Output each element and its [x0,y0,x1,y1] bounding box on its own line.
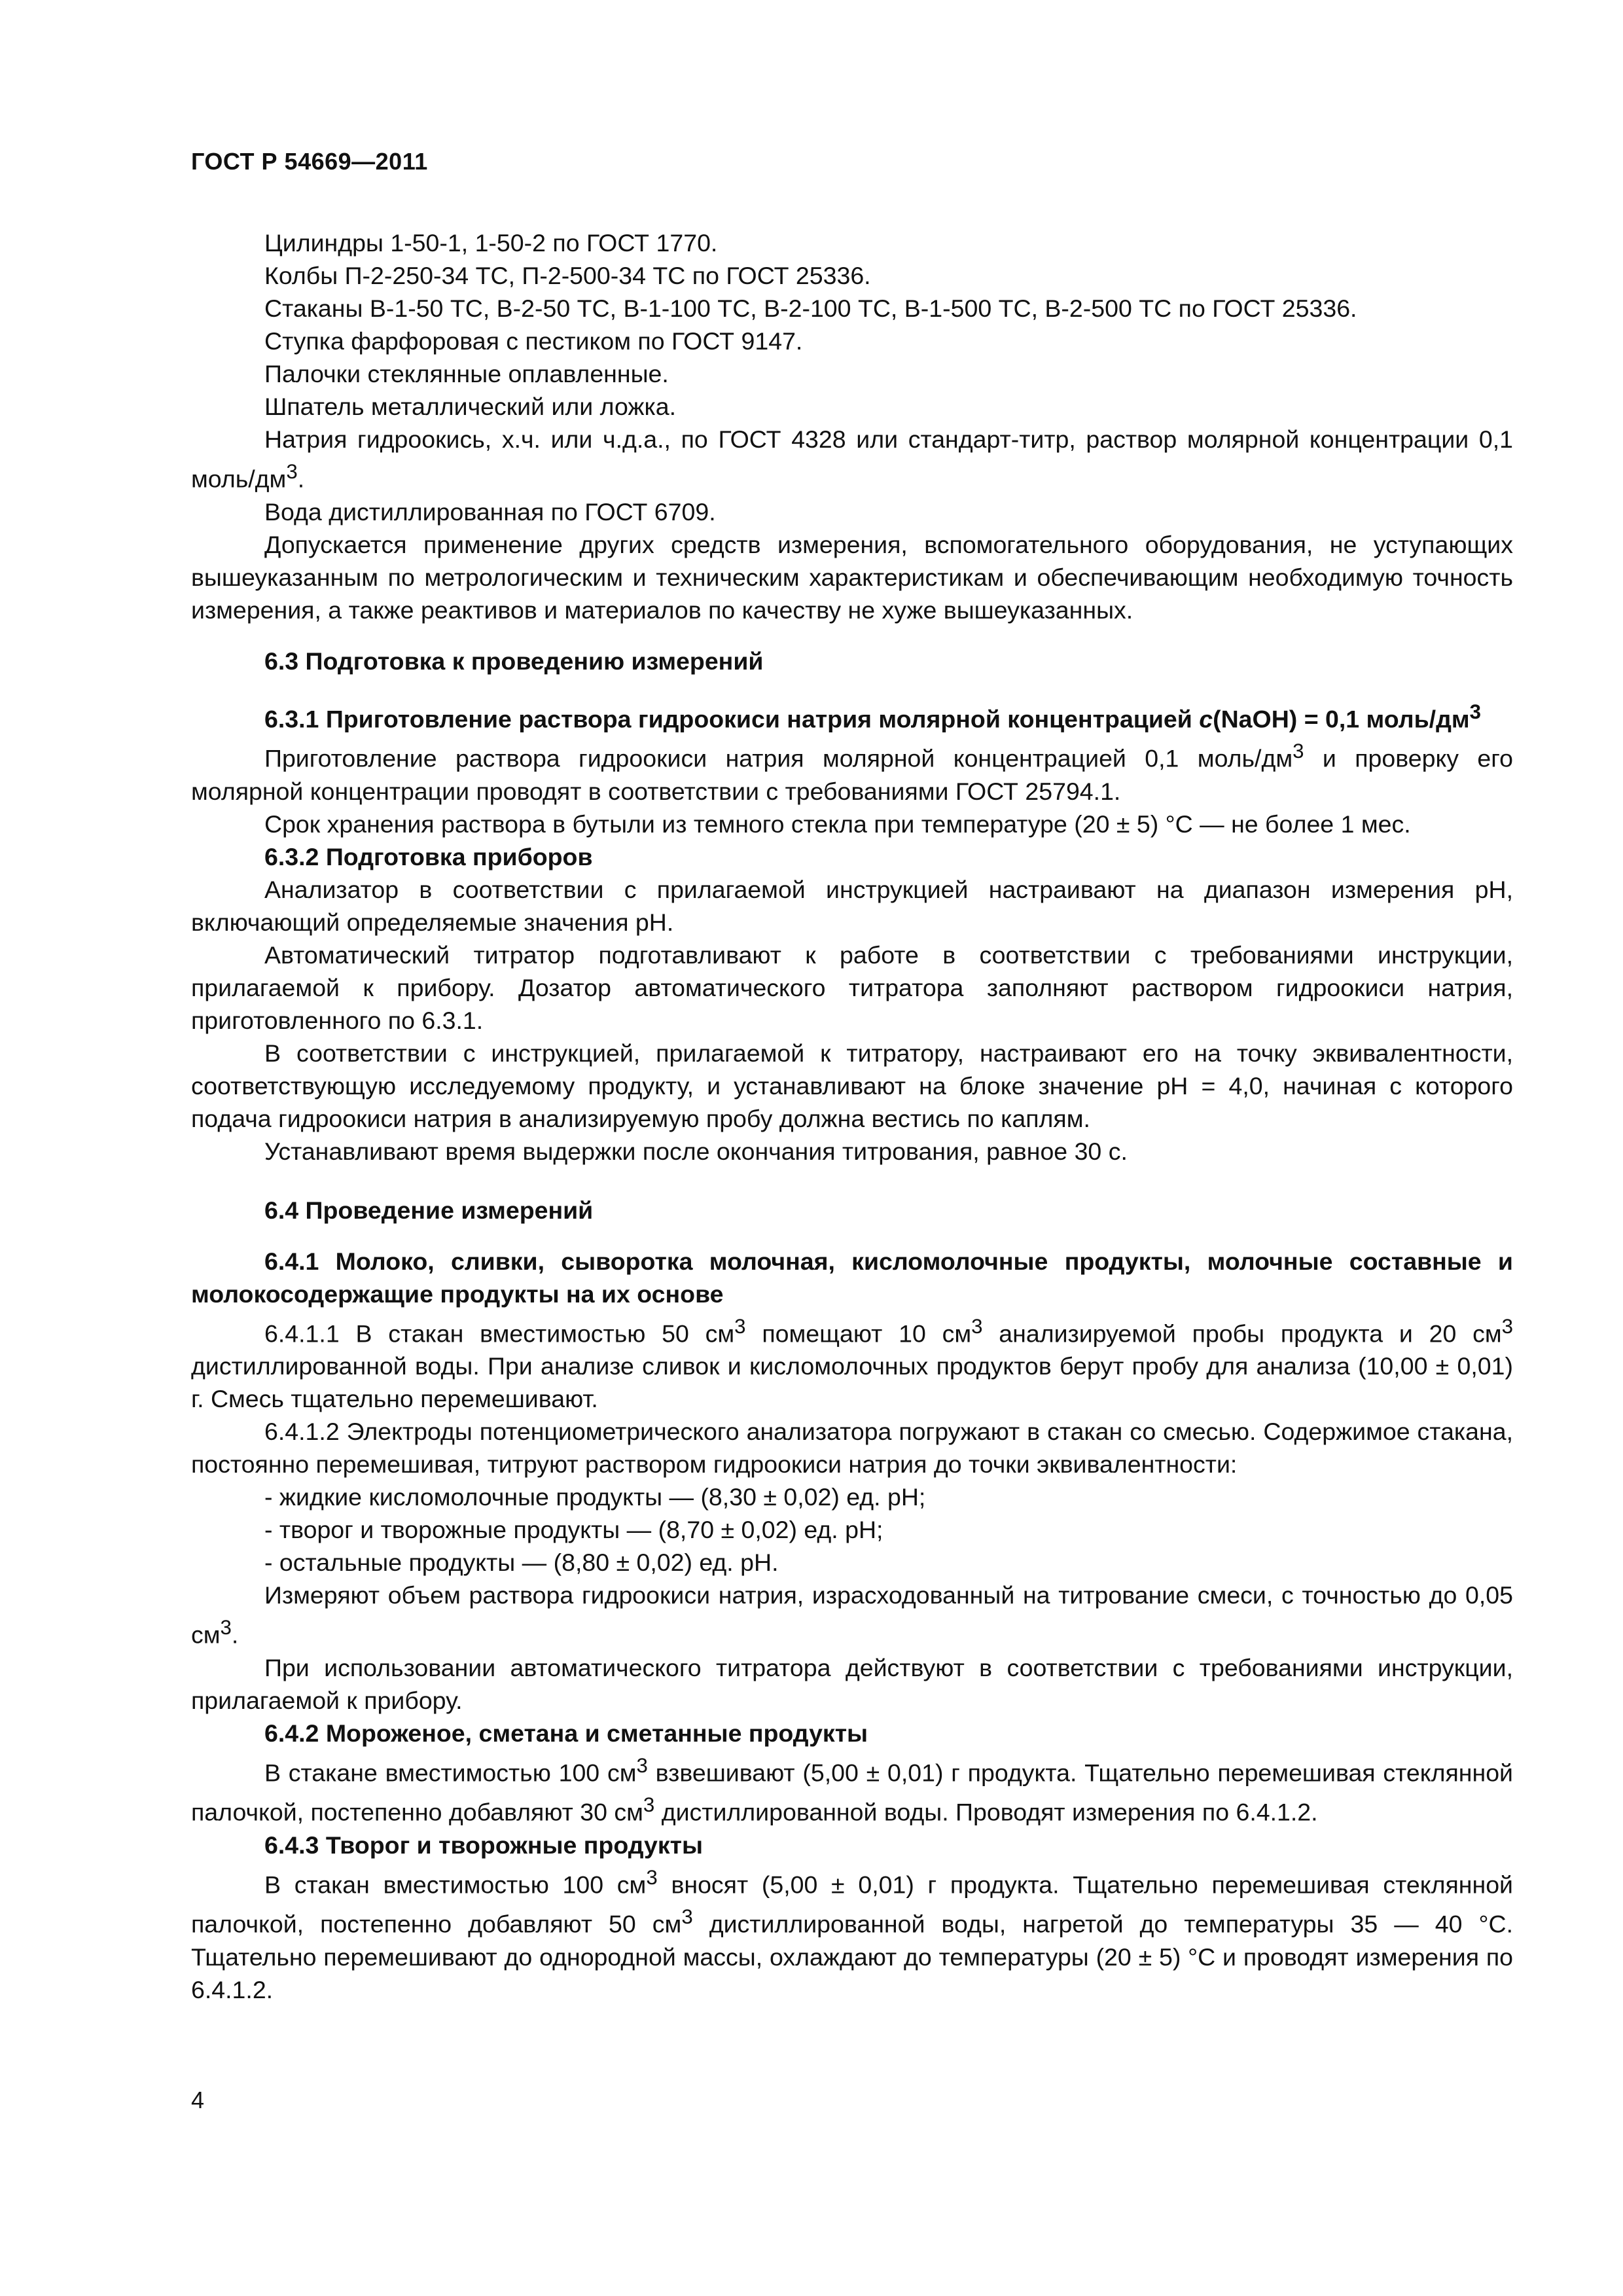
superscript: 3 [1293,740,1304,762]
text-run: дистиллированной воды, нагретой до температуры 35 — 40 °С. Тщательно перемешивают до однородной массы, охлаждают до температуры (20 ± 5) °С и проводят измерения по 6.4.1.2. [191,1910,1513,2003]
text-run: помещают 10 см [745,1319,972,1347]
superscript: 3 [1501,1314,1514,1338]
page-content [191,226,1513,2006]
paragraph: Автоматический титратор подготавливают к работе в соответствии с требованиями инструкции, прилагаемой к прибору. Дозатор автоматического титратора заполняют раствором гидроокиси натрия, приготовленного по 6.3.1. [191,941,1513,1034]
subsection-heading: 6.4.1 Молоко, сливки, сыворотка молочная, кисломолочные продукты, молочные составные и молокосодержащие продукты на их основе [191,1247,1513,1308]
text-run: 6.4.1.1 В стакан вместимостью 50 см [264,1319,735,1347]
superscript: 3 [681,1905,693,1928]
paragraph: Палочки стеклянные оплавленные. [264,360,669,387]
text-run: В стакане вместимостью 100 см [264,1759,637,1786]
list-item: - жидкие кисломолочные продукты — (8,30 ± 0,02) ед. pH; [264,1483,926,1511]
paragraph: Анализатор в соответствии с прилагаемой инструкцией настраивают на диапазон измерения pH, включающий определяемые значения pH. [191,875,1513,936]
text-run: взвешивают (5,00 ± 0,01) г продукта. Тщательно перемешивая стеклянной палочкой, постепенно добавляют 30 см [191,1759,1513,1826]
text-run: 6.3.1 Приготовление раствора гидроокиси натрия молярной концентрацией [264,705,1200,732]
text-run: . [297,465,305,493]
paragraph: Срок хранения раствора в бутыли из темного стекла при температуре (20 ± 5) °С — не более 1 мес. [264,810,1411,838]
page-number: 4 [191,2087,205,2113]
superscript: 3 [646,1865,658,1889]
subsection-heading [191,696,1513,736]
superscript: 3 [971,1314,983,1338]
paragraph [191,423,1513,495]
document-header: ГОСТ Р 54669—2011 [191,148,428,175]
italic-symbol: c [1199,705,1213,732]
superscript: 3 [734,1314,746,1338]
superscript: 3 [1469,700,1482,723]
paragraph: Допускается применение других средств измерения, вспомогательного оборудования, не уступающих вышеуказанным по метрологическим и техническим характеристикам и обеспечивающим необходимую точность измерения, а также реактивов и материалов по качеству не хуже вышеуказанных. [191,530,1513,624]
superscript: 3 [286,460,298,483]
superscript: 3 [636,1753,648,1777]
paragraph: Стаканы В-1-50 ТС, В-2-50 ТС, В-1-100 ТС, В-2-100 ТС, В-1-500 ТС, В-2-500 ТС по ГОСТ 25336. [264,295,1357,322]
paragraph: 6.4.1.2 Электроды потенциометрического анализатора погружают в стакан со смесью. Содержимое стакана, постоянно перемешивая, титруют раствором гидроокиси натрия до точки эквивалентности: [191,1418,1513,1478]
paragraph: Ступка фарфоровая с пестиком по ГОСТ 9147. [264,327,803,355]
text-run: Натрия гидроокись, х.ч. или ч.д.а., по ГОСТ 4328 или стандарт-титр, раствор молярной концентрации 0,1 моль/дм [191,425,1513,493]
paragraph: Колбы П-2-250-34 ТС, П-2-500-34 ТС по ГОСТ 25336. [264,262,871,289]
paragraph [191,1579,1513,1651]
list-item: - творог и творожные продукты — (8,70 ± 0,02) ед. pH; [264,1516,883,1543]
subsection-heading: 6.3.2 Подготовка приборов [264,842,593,870]
text-run: В стакан вместимостью 100 см [264,1871,647,1898]
subsection-heading: 6.4.2 Мороженое, сметана и сметанные продукты [264,1719,868,1747]
paragraph: Шпатель металлический или ложка. [264,393,677,420]
text-run: дистиллированной воды. При анализе сливок и кисломолочных продуктов берут пробу для анализа (10,00 ± 0,01) г. Смесь тщательно перемешивают. [191,1352,1513,1412]
text-run: (NaOH) = 0,1 моль/дм [1213,705,1470,732]
text-run: дистиллированной воды. Проводят измерения по 6.4.1.2. [654,1798,1318,1826]
paragraph: Вода дистиллированная по ГОСТ 6709. [264,497,716,526]
paragraph [191,1861,1513,2006]
text-run: Приготовление раствора гидроокиси натрия молярной концентрацией 0,1 моль/дм [264,744,1293,772]
text-run: вносят (5,00 ± 0,01) г продукта. Тщательно перемешивая стеклянной палочкой, постепенно добавляют 50 см [191,1871,1513,1938]
paragraph [191,1310,1513,1416]
text-run: . [231,1621,239,1649]
paragraph [191,735,1513,808]
superscript: 3 [643,1793,655,1816]
text-run: анализируемой пробы продукта и 20 см [982,1319,1502,1347]
text-run: Измеряют объем раствора гидроокиси натрия, израсходованный на титрование смеси, с точностью до 0,05 см [191,1581,1513,1649]
superscript: 3 [220,1616,232,1639]
paragraph: Устанавливают время выдержки после окончания титрования, равное 30 с. [264,1137,1128,1165]
subsection-heading: 6.4.3 Творог и творожные продукты [264,1831,704,1859]
paragraph: Цилиндры 1-50-1, 1-50-2 по ГОСТ 1770. [264,229,718,257]
section-heading: 6.3 Подготовка к проведению измерений [264,647,764,675]
paragraph: При использовании автоматического титратора действуют в соответствии с требованиями инструкции, прилагаемой к прибору. [191,1653,1513,1714]
section-heading: 6.4 Проведение измерений [264,1196,594,1224]
paragraph [191,1749,1513,1829]
text-run: и проверку его молярной концентрации проводят в соответствии с требованиями ГОСТ 25794.1. [191,744,1513,805]
paragraph: В соответствии с инструкцией, прилагаемой к титратору, настраивают его на точку эквивалентности, соответствующую исследуемому продукту, и устанавливают на блоке значение pH = 4,0, начиная с которого подача гидроокиси натрия в анализируемую пробу должна вестись по каплям. [191,1039,1513,1132]
list-item: - остальные продукты — (8,80 ± 0,02) ед. pH. [264,1549,779,1576]
